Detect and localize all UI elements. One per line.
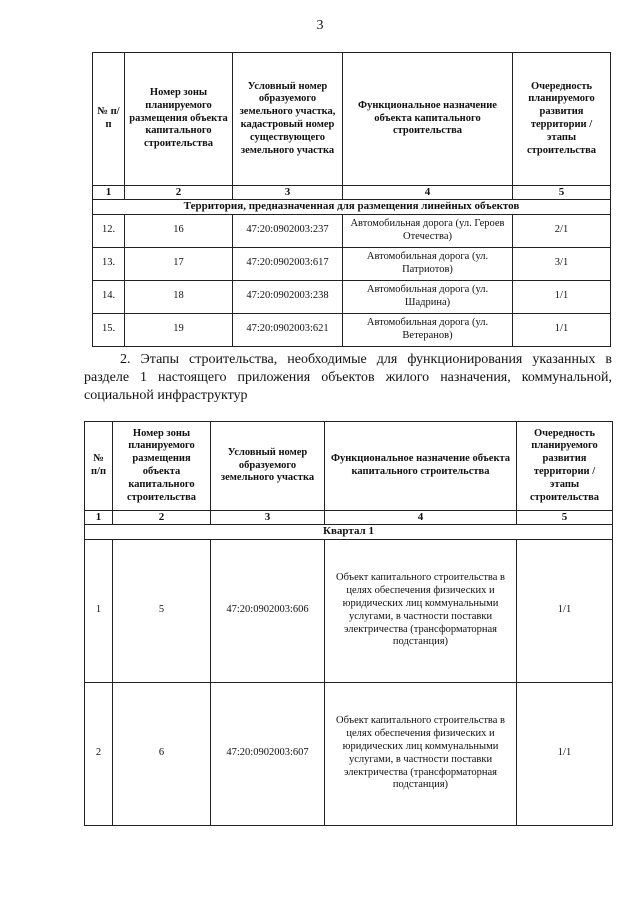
column-number: 4 bbox=[343, 186, 513, 200]
stage: 2/1 bbox=[513, 214, 611, 247]
function-purpose: Автомобильная дорога (ул. Шадрина) bbox=[343, 280, 513, 313]
table-row bbox=[85, 682, 613, 825]
column-number-row bbox=[93, 186, 611, 200]
zone-number: 5 bbox=[113, 539, 211, 682]
header-cell: Очередность планируемого развития территории / этапы строительства bbox=[513, 53, 611, 186]
table-row bbox=[93, 214, 611, 247]
stage: 1/1 bbox=[517, 539, 613, 682]
header-cell: Очередность планируемого развития территории / этапы строительства bbox=[517, 422, 613, 511]
column-number: 1 bbox=[93, 186, 125, 200]
function-purpose: Автомобильная дорога (ул. Ветеранов) bbox=[343, 313, 513, 346]
linear-objects-table bbox=[92, 52, 611, 347]
header-cell: № п/п bbox=[93, 53, 125, 186]
cadastral-number: 47:20:0902003:238 bbox=[233, 280, 343, 313]
row-number: 1 bbox=[85, 539, 113, 682]
zone-number: 18 bbox=[125, 280, 233, 313]
land-plot-number: 47:20:0902003:606 bbox=[211, 539, 325, 682]
column-number-row bbox=[85, 511, 613, 525]
header-cell: Номер зоны планируемого размещения объекта капитального строительства bbox=[113, 422, 211, 511]
cadastral-number: 47:20:0902003:621 bbox=[233, 313, 343, 346]
column-number: 3 bbox=[233, 186, 343, 200]
table-header-row bbox=[93, 53, 611, 186]
paragraph-text: 2. Этапы строительства, необходимые для функционирования указанных в разделе 1 настоящего приложения объектов жилого назначения, коммунальной, социальной инфраструктур bbox=[84, 352, 612, 403]
zone-number: 6 bbox=[113, 682, 211, 825]
row-number: 14. bbox=[93, 280, 125, 313]
row-number: 13. bbox=[93, 247, 125, 280]
header-cell: Функциональное назначение объекта капитального строительства bbox=[343, 53, 513, 186]
column-number: 4 bbox=[325, 511, 517, 525]
zone-number: 16 bbox=[125, 214, 233, 247]
header-cell: Номер зоны планируемого размещения объекта капитального строительства bbox=[125, 53, 233, 186]
function-purpose: Объект капитального строительства в целях обеспечения физических и юридических лиц коммунальными услугами, в частности поставки электричества (трансформаторная подстанция) bbox=[325, 682, 517, 825]
column-number: 5 bbox=[517, 511, 613, 525]
stage: 1/1 bbox=[513, 313, 611, 346]
header-cell: Функциональное назначение объекта капитального строительства bbox=[325, 422, 517, 511]
section-row bbox=[93, 200, 611, 214]
page-number: 3 bbox=[316, 18, 324, 33]
table-row bbox=[93, 313, 611, 346]
cadastral-number: 47:20:0902003:237 bbox=[233, 214, 343, 247]
section-title: Квартал 1 bbox=[85, 525, 613, 539]
column-number: 2 bbox=[125, 186, 233, 200]
function-purpose: Автомобильная дорога (ул. Патриотов) bbox=[343, 247, 513, 280]
table-header-row bbox=[85, 422, 613, 511]
column-number: 1 bbox=[85, 511, 113, 525]
table-row bbox=[93, 247, 611, 280]
land-plot-number: 47:20:0902003:607 bbox=[211, 682, 325, 825]
zone-number: 19 bbox=[125, 313, 233, 346]
infrastructure-table bbox=[84, 421, 613, 826]
column-number: 3 bbox=[211, 511, 325, 525]
table-row bbox=[85, 539, 613, 682]
section-title: Территория, предназначенная для размещения линейных объектов bbox=[93, 200, 611, 214]
header-cell: Условный номер образуемого земельного участка bbox=[211, 422, 325, 511]
function-purpose: Автомобильная дорога (ул. Героев Отечества) bbox=[343, 214, 513, 247]
row-number: 2 bbox=[85, 682, 113, 825]
header-cell: № п/п bbox=[85, 422, 113, 511]
row-number: 15. bbox=[93, 313, 125, 346]
cadastral-number: 47:20:0902003:617 bbox=[233, 247, 343, 280]
stage: 1/1 bbox=[517, 682, 613, 825]
column-number: 5 bbox=[513, 186, 611, 200]
function-purpose: Объект капитального строительства в целях обеспечения физических и юридических лиц коммунальными услугами, в частности поставки электричества (трансформаторная подстанция) bbox=[325, 539, 517, 682]
stage: 1/1 bbox=[513, 280, 611, 313]
table-row bbox=[93, 280, 611, 313]
row-number: 12. bbox=[93, 214, 125, 247]
zone-number: 17 bbox=[125, 247, 233, 280]
section-row bbox=[85, 525, 613, 539]
section-paragraph bbox=[84, 351, 612, 405]
column-number: 2 bbox=[113, 511, 211, 525]
stage: 3/1 bbox=[513, 247, 611, 280]
header-cell: Условный номер образуемого земельного участка, кадастровый номер существующего земельного участка bbox=[233, 53, 343, 186]
